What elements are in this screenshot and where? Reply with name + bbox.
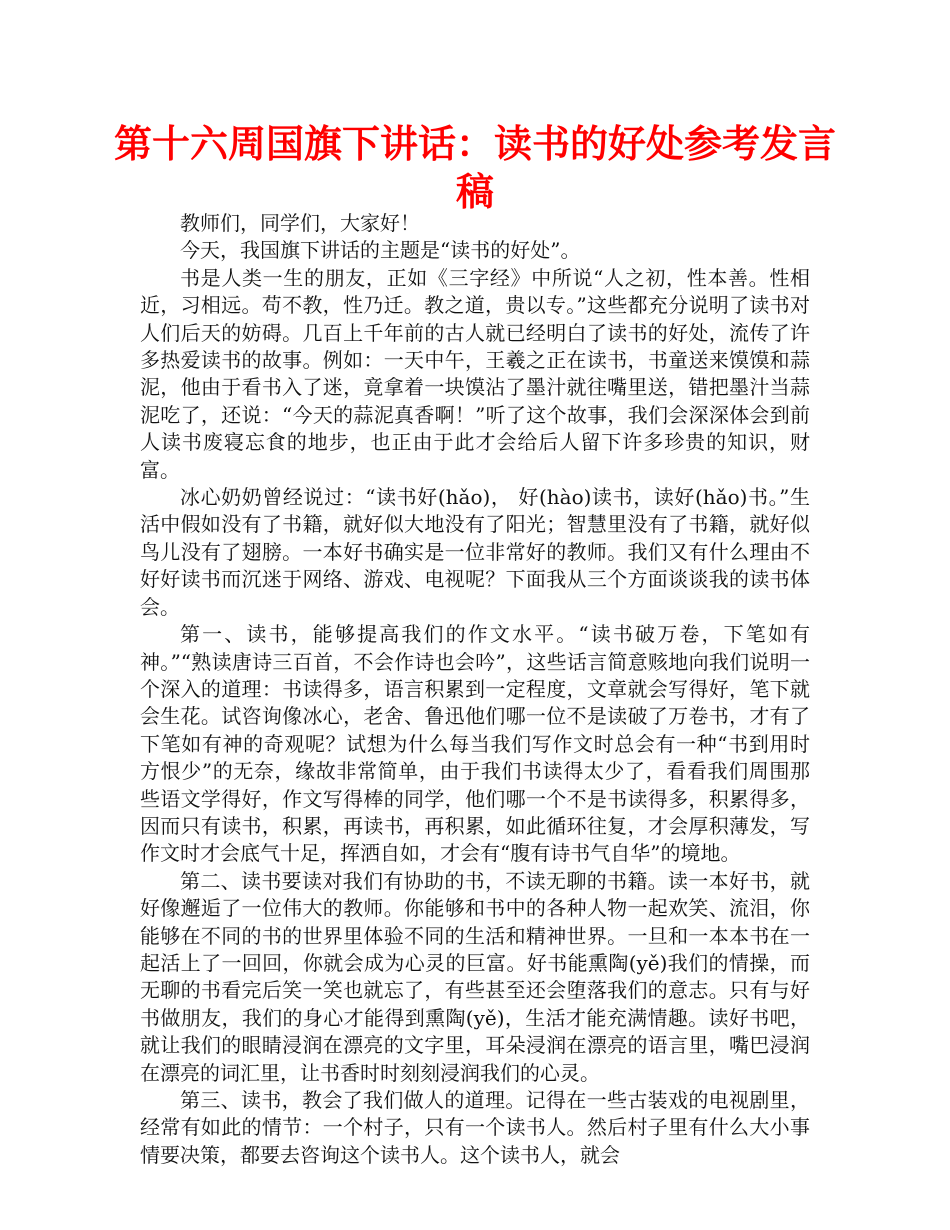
paragraph-point-one: 第一、读书，能够提高我们的作文水平。“读书破万卷，下笔如有神。”“熟读唐诗三百首，不会作诗也会吟”，这些话言简意赅地向我们说明一个深入的道理：书读得多，语言积累到一定程度，文章就会写得好，笔下就会生花。试咨询像冰心，老舍、鲁迅他们哪一位不是读破了万卷书，才有了下笔如有神的奇观呢？试想为什么每当我们写作文时总会有一种“书到用时方恨少”的无奈，缘故非常简单，由于我们书读得太少了，看看我们周围那些语文学得好，作文写得棒的同学，他们哪一个不是书读得多，积累得多，因而只有读书，积累，再读书，再积累，如此循环往复，才会厚积薄发，写作文时才会底气十足，挥洒自如，才会有“腹有诗书气自华”的境地。: [140, 622, 810, 866]
paragraph-point-three: 第三、读书，教会了我们做人的道理。记得在一些古装戏的电视剧里，经常有如此的情节：一个村子，只有一个读书人。然后村子里有什么大小事情要决策，都要去咨询这个读书人。这个读书人，就会: [140, 1088, 810, 1167]
paragraph-books-friends: 书是人类一生的朋友，正如《三字经》中所说“人之初，性本善。性相近，习相远。苟不教，性乃迁。教之道，贵以专。”这些都充分说明了读书对人们后天的妨碍。几百上千年前的古人就已经明白了读书的好处，流传了许多热爱读书的故事。例如：一天中午，王羲之正在读书，书童送来馍馍和蒜泥，他由于看书入了迷，竟拿着一块馍沾了墨汁就往嘴里送，错把墨汁当蒜泥吃了，还说：“今天的蒜泥真香啊！”听了这个故事，我们会深深体会到前人读书废寝忘食的地步，也正由于此才会给后人留下许多珍贵的知识，财富。: [140, 265, 810, 482]
paragraph-point-two: 第二、读书要读对我们有协助的书，不读无聊的书籍。读一本好书，就好像邂逅了一位伟大的教师。你能够和书中的各种人物一起欢笑、流泪，你能够在不同的书的世界里体验不同的生活和精神世界。一旦和一本本书在一起活上了一回回，你就会成为心灵的巨富。好书能熏陶(yě)我们的情操，而无聊的书看完后笑一笑也就忘了，有些甚至还会堕落我们的意志。只有与好书做朋友，我们的身心才能得到熏陶(yě)，生活才能充满情趣。读好书吧，就让我们的眼睛浸润在漂亮的文字里，耳朵浸润在漂亮的语言里，嘴巴浸润在漂亮的词汇里，让书香时时刻刻浸润我们的心灵。: [140, 868, 810, 1085]
paragraph-bingxin-quote: 冰心奶奶曾经说过：“读书好(hǎo)， 好(hào)读书，读好(hǎo)书。”生活中假如没有了书籍，就好似大地没有了阳光；智慧里没有了书籍，就好似鸟儿没有了翅膀。一本好书确实是一位非常好的教师。我们又有什么理由不好好读书而沉迷于网络、游戏、电视呢？下面我从三个方面谈谈我的读书体会。: [140, 485, 810, 619]
document-body: [140, 210, 810, 1169]
document-title: 第十六周国旗下讲话：读书的好处参考发言稿: [113, 122, 836, 214]
paragraph-topic: 今天，我国旗下讲话的主题是“读书的好处”。: [180, 238, 581, 263]
paragraph-greeting: 教师们，同学们，大家好！: [180, 211, 420, 235]
